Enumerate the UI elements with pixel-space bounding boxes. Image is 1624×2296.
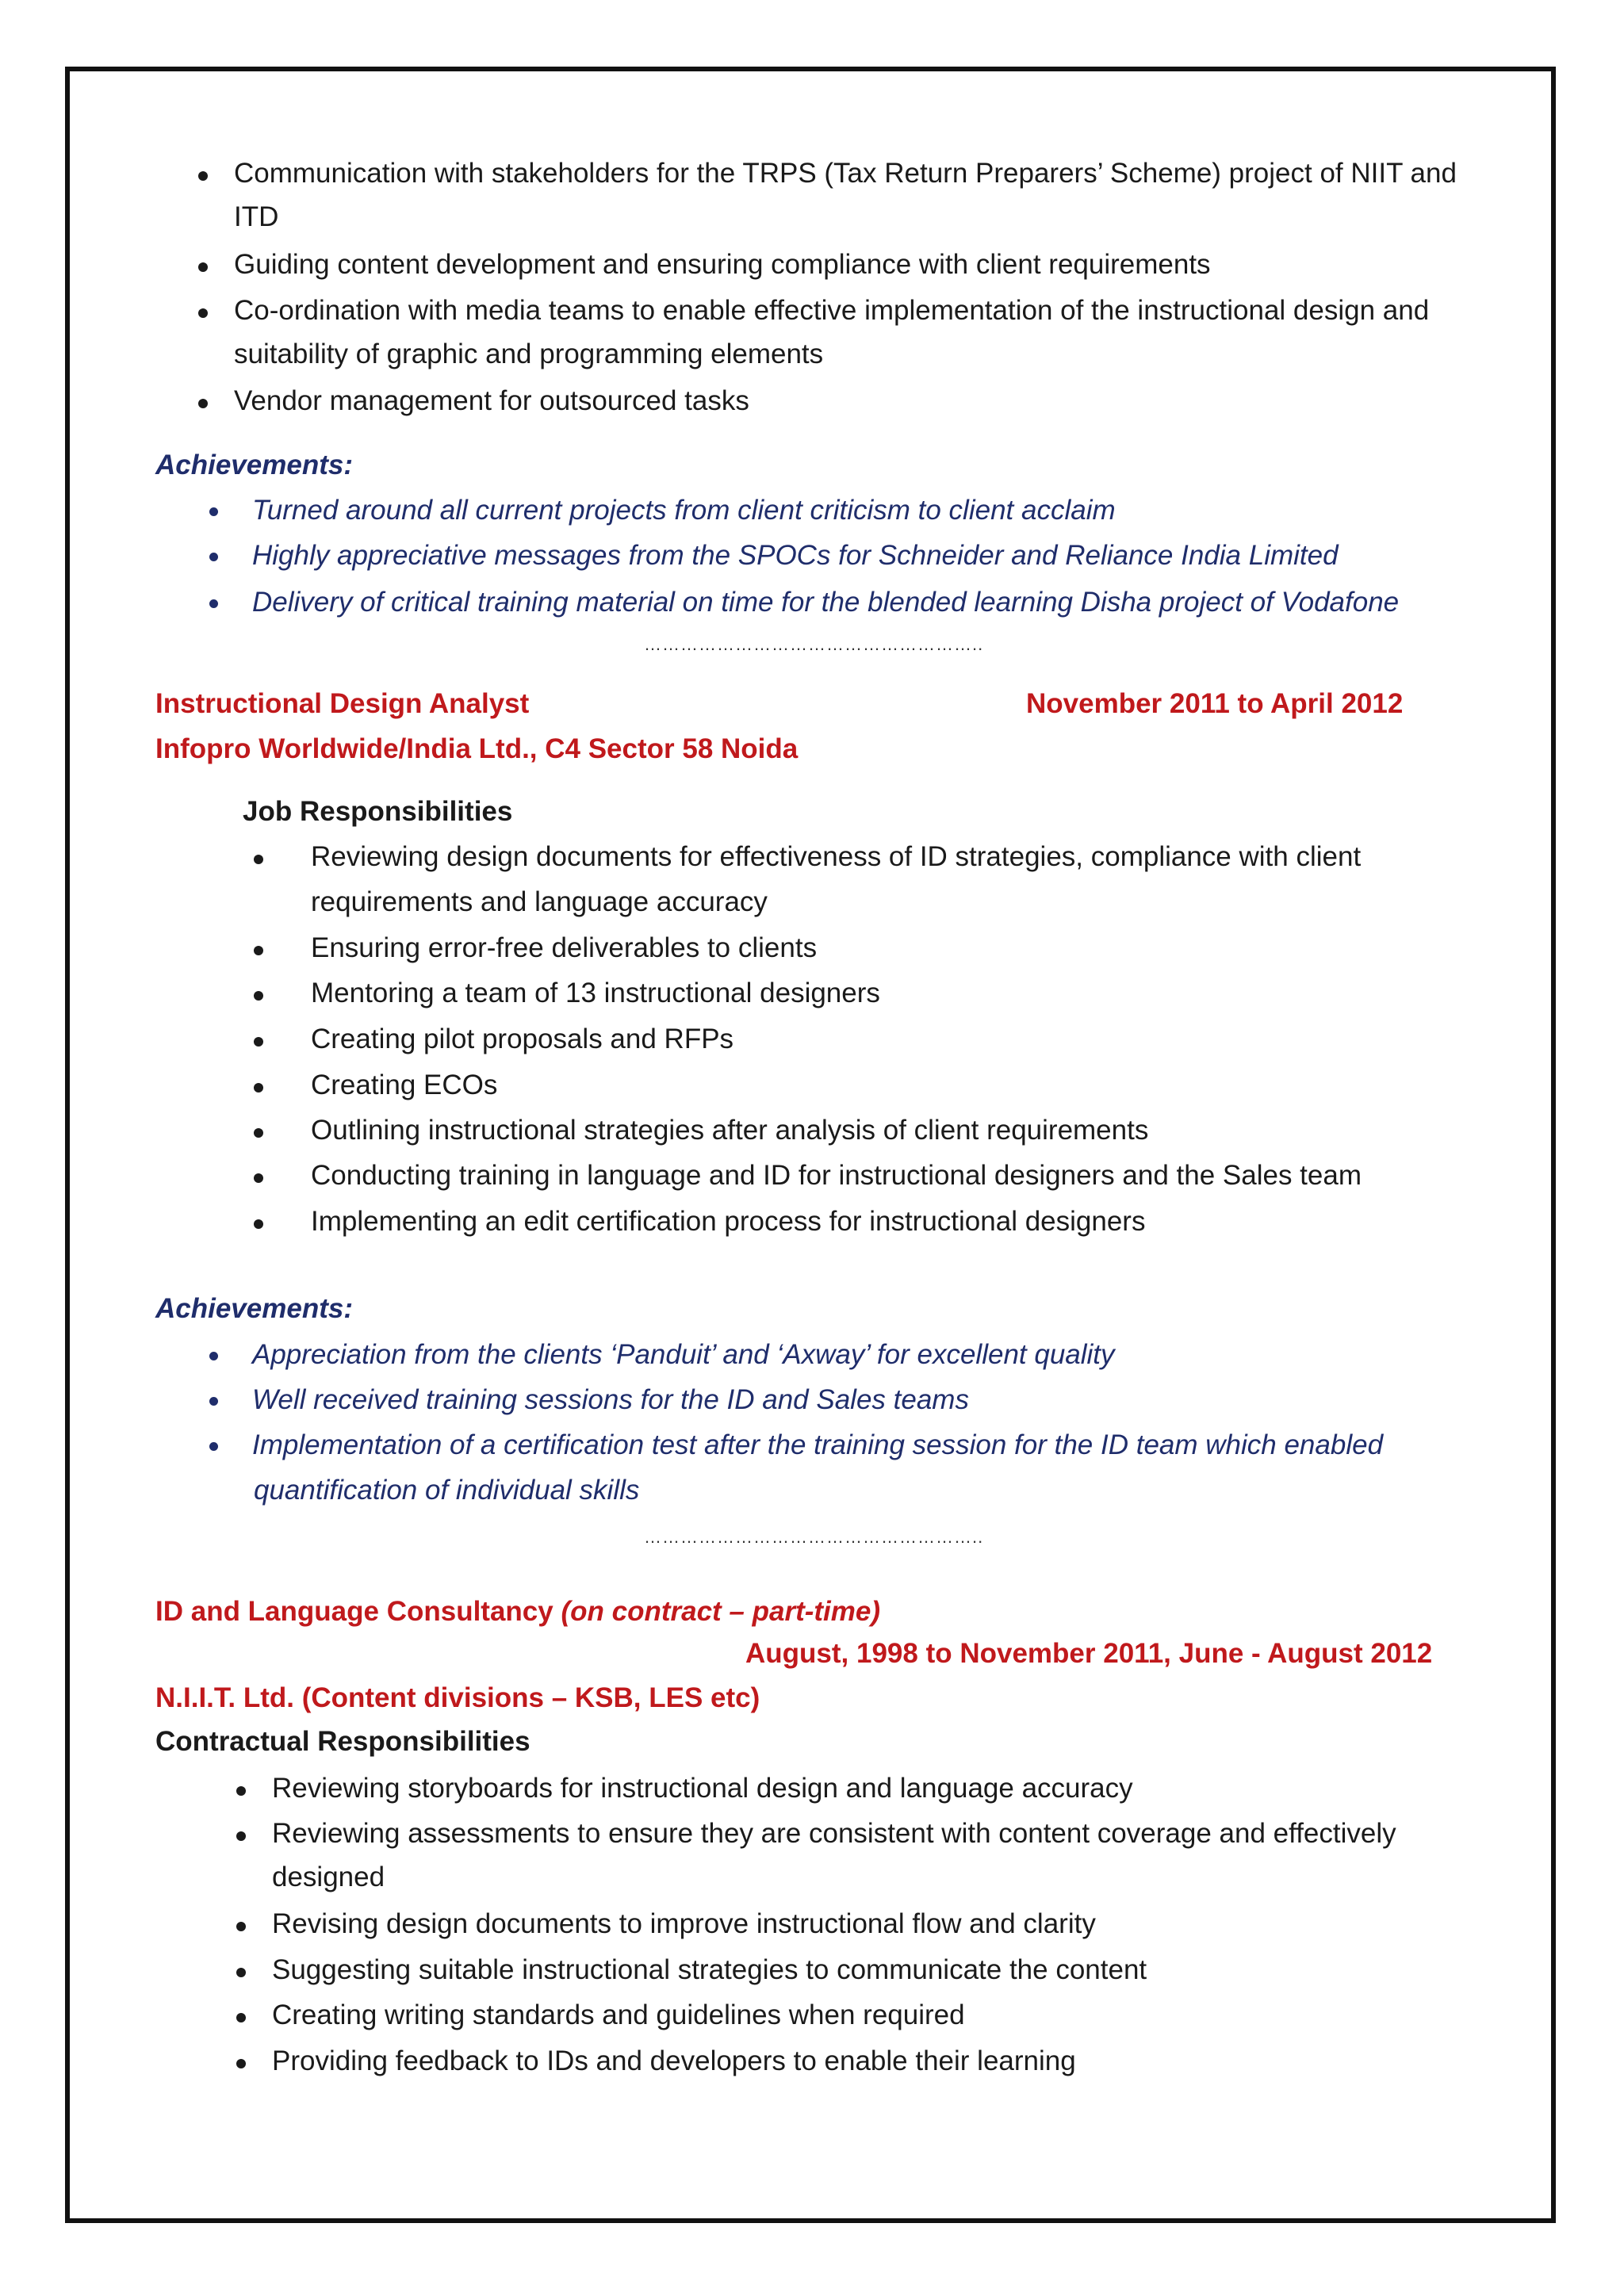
- job-dates: November 2011 to April 2012: [1026, 688, 1404, 719]
- list-item: Revising design documents to improve instructional flow and clarity: [272, 1908, 1096, 1939]
- list-item: Providing feedback to IDs and developers to enable their learning: [272, 2045, 1076, 2076]
- list-item: Conducting training in language and ID for instructional designers and the Sales team: [311, 1160, 1362, 1191]
- responsibilities-heading: Job Responsibilities: [243, 796, 513, 827]
- list-item: Implementing an edit certification process for instructional designers: [311, 1206, 1146, 1237]
- bullet-icon: [254, 1037, 263, 1047]
- list-item: Outlining instructional strategies after analysis of client requirements: [311, 1115, 1149, 1146]
- list-item: Reviewing assessments to ensure they are consistent with content coverage and effectively: [272, 1818, 1396, 1849]
- bullet-icon: [209, 507, 218, 516]
- section-separator: ………………………………………………..: [644, 634, 984, 654]
- job-title-text: ID and Language Consultancy: [155, 1596, 553, 1627]
- achievement-item: Highly appreciative messages from the SPOCs for Schneider and Reliance India Limited: [252, 540, 1339, 571]
- list-item: Creating writing standards and guidelines when required: [272, 1999, 965, 2030]
- bullet-icon: [254, 855, 263, 864]
- achievement-item: Turned around all current projects from client criticism to client acclaim: [252, 495, 1116, 526]
- bullet-icon: [236, 1786, 246, 1796]
- bullet-icon: [209, 1352, 218, 1360]
- bullet-icon: [236, 1968, 246, 1977]
- job-dates: August, 1998 to November 2011, June - August 2012: [745, 1638, 1433, 1669]
- bullet-icon: [254, 1173, 263, 1183]
- bullet-icon: [209, 1397, 218, 1406]
- list-item: Vendor management for outsourced tasks: [234, 385, 749, 416]
- job-title-note: (on contract – part-time): [561, 1596, 881, 1627]
- achievements-heading: Achievements:: [155, 450, 353, 480]
- bullet-icon: [254, 1219, 263, 1229]
- bullet-icon: [254, 946, 263, 955]
- achievement-item: Appreciation from the clients ‘Panduit’ and ‘Axway’ for excellent quality: [252, 1339, 1115, 1370]
- achievement-item: Delivery of critical training material on time for the blended learning Disha project of Vodafone: [252, 587, 1400, 618]
- company-name: Infopro Worldwide/India Ltd., C4 Sector 58 Noida: [155, 733, 799, 764]
- bullet-icon: [236, 1831, 246, 1841]
- bullet-icon: [209, 1442, 218, 1451]
- list-item: Mentoring a team of 13 instructional designers: [311, 978, 880, 1008]
- bullet-icon: [236, 2059, 246, 2068]
- achievement-item: Implementation of a certification test after the training session for the ID team which enabled: [252, 1429, 1384, 1460]
- job-title: [155, 1596, 880, 1628]
- list-item-continuation: suitability of graphic and programming elements: [234, 339, 824, 369]
- bullet-icon: [254, 991, 263, 1001]
- company-name: N.I.I.T. Ltd. (Content divisions – KSB, LES etc): [155, 1682, 760, 1713]
- list-item: Ensuring error-free deliverables to clients: [311, 932, 818, 963]
- bullet-icon: [198, 171, 208, 181]
- bullet-icon: [209, 599, 218, 608]
- list-item: Suggesting suitable instructional strategies to communicate the content: [272, 1954, 1147, 1985]
- bullet-icon: [198, 399, 208, 408]
- list-item: Creating ECOs: [311, 1070, 498, 1100]
- section-separator: ………………………………………………..: [644, 1527, 984, 1547]
- bullet-icon: [254, 1083, 263, 1093]
- bullet-icon: [198, 262, 208, 272]
- job-title: Instructional Design Analyst: [155, 688, 530, 719]
- list-item: Guiding content development and ensuring compliance with client requirements: [234, 249, 1211, 280]
- achievements-heading: Achievements:: [155, 1293, 353, 1324]
- achievement-item: Well received training sessions for the ID and Sales teams: [252, 1384, 969, 1415]
- list-item: Communication with stakeholders for the TRPS (Tax Return Preparers’ Scheme) project of NIIT and: [234, 158, 1457, 189]
- list-item-continuation: designed: [272, 1862, 385, 1892]
- bullet-icon: [209, 553, 218, 561]
- list-item: Reviewing storyboards for instructional design and language accuracy: [272, 1773, 1133, 1804]
- list-item-continuation: ITD: [234, 201, 279, 232]
- achievement-item-continuation: quantification of individual skills: [254, 1475, 640, 1506]
- list-item: Creating pilot proposals and RFPs: [311, 1024, 734, 1054]
- bullet-icon: [236, 2013, 246, 2022]
- list-item: Co-ordination with media teams to enable effective implementation of the instructional design and: [234, 295, 1430, 326]
- responsibilities-heading: Contractual Responsibilities: [155, 1726, 530, 1757]
- list-item-continuation: requirements and language accuracy: [311, 886, 768, 917]
- list-item: Reviewing design documents for effectiveness of ID strategies, compliance with client: [311, 841, 1362, 872]
- bullet-icon: [236, 1922, 246, 1931]
- bullet-icon: [254, 1128, 263, 1138]
- bullet-icon: [198, 308, 208, 318]
